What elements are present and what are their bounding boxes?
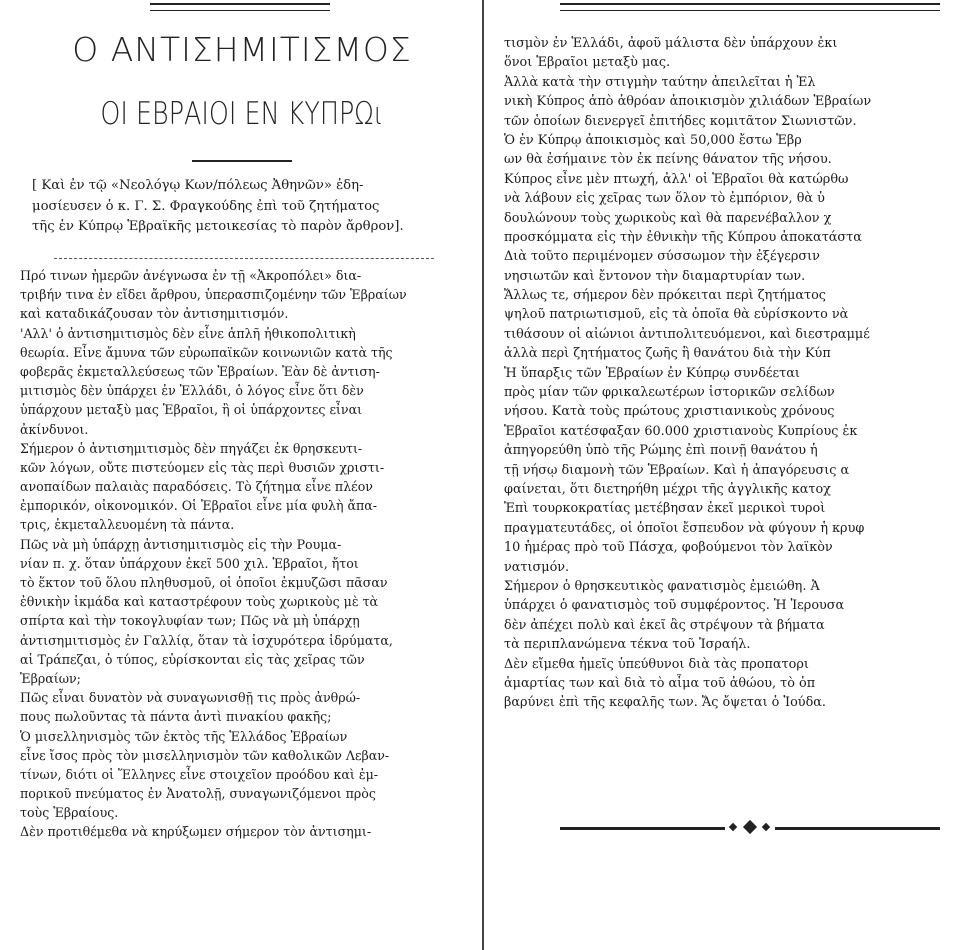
text-line: ἀντισημιτισμὸς ἐν Γαλλίᾳ, ὅταν τὰ ἰσχυρότερα ἱδρύματα,: [20, 632, 393, 648]
text-line: μιτισμὸς δὲν ὑπάρχει ἐν Ἑλλάδι, ὁ λόγος εἶνε ὅτι δὲν: [20, 383, 364, 399]
text-line: τῇ νήσῳ διαμονὴ τῶν Ἑβραίων. Καὶ ἡ ἀπαγόρευσις α: [504, 462, 850, 478]
text-line: Πρό τινων ἡμερῶν ἀνέγνωσα ἐν τῇ «Ἀκροπόλει» δια-: [20, 268, 362, 283]
end-ornament: [560, 822, 940, 834]
text-line: [ Καὶ ἐν τῷ «Νεολόγῳ Κων/πόλεως Ἀθηνῶν» ἐδη-: [32, 178, 364, 193]
text-line: Πῶς νὰ μὴ ὑπάρχῃ ἀντισημιτισμὸς εἰς τὴν Ρουμα-: [20, 536, 342, 552]
text-line: τῶν ὁποίων διενεργεῖ ἐπιτήδες κομιτᾶτον Σιωνιστῶν.: [504, 113, 857, 129]
text-line: ανοπαίδων παλαιὰς παραδόσεις. Τὸ ζήτημα εἶνε πλέον: [20, 479, 373, 495]
text-line: δουλώνουν τοὺς χωρικοὺς καὶ θὰ παρενέβαλλον χ: [504, 210, 832, 226]
text-line: ὑπάρχει ὁ φανατισμὸς τοῦ συμφέροντος. Ἡ Ἱερουσα: [504, 598, 845, 614]
text-line: πους πωλοῦντας τὰ πάντα ἀντὶ πινακίου φακῆς;: [20, 709, 332, 725]
ornament-bar-right: [775, 827, 940, 830]
text-line: Ὁ μισελληνισμὸς τῶν ἐκτὸς τῆς Ἑλλάδος Ἑβραίων: [20, 728, 348, 744]
text-line: τριβήν τινα ἐν εἴδει ἄρθρου, ὑπερασπιζομένην τῶν Ἑβραίων: [20, 287, 407, 303]
text-line: κῶν λόγων, οὔτε πιστεύομεν εἰς τὰς περὶ θυσιῶν χριστι-: [20, 459, 385, 475]
text-line: νησιωτῶν καὶ ἔντονον τὴν διαμαρτυρίαν των.: [504, 268, 806, 284]
text-line: πραγματευτάδες, οἱ ὁποῖοι ἔσπευδον νὰ φύγουν ἡ κρυφ: [504, 520, 865, 536]
text-line: βαρύνει ἐπὶ τῆς κεφαλῆς των. Ἄς ὄψεται ὁ Ἰούδα.: [504, 695, 826, 711]
text-line: θεωρία. Εἶνε ἄμυνα τῶν εὐρωπαϊκῶν κοινωνιῶν κατὰ τῆς: [20, 344, 393, 360]
column-divider: [482, 0, 484, 950]
text-line: τὸ ἕκτον τοῦ ὅλου πληθυσμοῦ, οἱ ὁποῖοι ἐκμυζῶσι πᾶσαν: [20, 575, 388, 590]
text-line: μοσίευσεν ὁ κ. Γ. Σ. Φραγκούδης ἐπὶ τοῦ ζητήματος: [32, 198, 380, 214]
text-line: τὰ περιπλανώμενα τέκνα τοῦ Ἰσραήλ.: [504, 637, 751, 653]
text-line: ψηλοῦ πατριωτισμοῦ, εἰς τὰ ὁποῖα θὰ εὑρίσκοντο νὰ: [504, 307, 849, 323]
text-line: νὰ λάβουν εἰς χεῖρας των ὅλον τὸ ἐμπόριον, θὰ ὑ: [504, 191, 825, 207]
text-line: Δὲν προτιθέμεθα νὰ κηρύξωμεν σήμερον τὸν ἀντισημι-: [20, 824, 372, 840]
text-line: ἁμαρτίας των καὶ διὰ τὸ αἷμα τοῦ ἀθώου, τὸ ὁπ: [504, 675, 816, 691]
text-line: ἀλλὰ περὶ ζητήματος ζωῆς ἢ θανάτου διὰ τὴν Κύπ: [504, 346, 831, 362]
text-line: αἱ Τράπεζαι, ὁ τύπος, εὑρίσκονται εἰς τὰς χεῖρας τῶν: [20, 651, 365, 667]
headline-rule: [192, 160, 292, 162]
top-rule-left: [150, 3, 330, 11]
text-line: νίαν π. χ. ὅταν ὑπάρχουν ἐκεῖ 500 χιλ. Ἑβραῖοι, ἤτοι: [20, 555, 359, 571]
text-line: Διὰ τοῦτο περιμένομεν σύσσωμον τὴν ἐξέγερσιν: [504, 249, 820, 265]
text-line: τισμὸν ἐν Ἑλλάδι, ἀφοῦ μάλιστα δὲν ὑπάρχουν ἐκι: [504, 36, 838, 51]
text-line: εἶνε ἴσος πρὸς τὸν μισελληνισμὸν τῶν καθολικῶν Λεβαν-: [20, 747, 390, 763]
text-line: νατισμόν.: [504, 559, 570, 575]
text-line: πρὸς μίαν τῶν φρικαλεωτέρων ἱστορικῶν σελίδων: [504, 385, 835, 401]
text-line: Ἀλλὰ κατὰ τὴν στιγμὴν ταύτην ἀπειλεῖται ἡ Ἑλ: [504, 74, 816, 90]
headline-title: Ο ΑΝΤΙΣΗΜΙΤΙΣΜΟΣ: [72, 30, 412, 69]
text-line: Ἑβραίων;: [20, 670, 81, 686]
text-line: ἀπηγορεύθη ὑπὸ τῆς Ρώμης ἐπὶ ποινῇ θανάτου ἡ: [504, 443, 818, 459]
text-line: τιθάσουν οἱ αἰώνιοι ἀντιπολιτευόμενοι, καὶ διεστραμμέ: [504, 326, 870, 342]
headline-subtitle: ΟΙ ΕΒΡΑΙΟΙ ΕΝ ΚΥΠΡΩι: [100, 96, 384, 132]
text-line: πορικοῦ πνεύματος ἐν Ἀνατολῇ, συναγωνιζόμενοι πρὸς: [20, 786, 376, 802]
text-line: ὅνοι Ἑβραῖοι μεταξὺ μας.: [504, 55, 671, 71]
text-line: ων θὰ ἐσήμαινε τὸν ἐκ πείνης θάνατον τῆς νήσου.: [504, 152, 832, 168]
text-line: ἀκίνδυνοι.: [20, 421, 89, 437]
top-rule-right: [560, 3, 940, 11]
text-line: Δὲν εἴμεθα ἡμεῖς ὑπεύθυνοι διὰ τὰς προπατορι: [504, 656, 809, 672]
text-line: φαίνεται, ὅτι διετηρήθη μέχρι τῆς ἀγγλικῆς κατοχ: [504, 481, 831, 497]
text-line: σπίρτα καὶ τὴν τοκογλυφίαν των; Πῶς νὰ μὴ ὑπάρχῃ: [20, 613, 360, 629]
ornament-diamond-small: [729, 823, 737, 831]
text-line: 'Αλλ' ὁ ἀντισημιτισμὸς δὲν εἶνε ἁπλῆ ἠθικοπολιτικὴ: [20, 325, 356, 341]
ornament-diamond: [743, 820, 757, 834]
intro-rule: [54, 258, 434, 259]
text-line: Πῶς εἶναι δυνατὸν νὰ συναγωνισθῇ τις πρὸς ἀνθρώ-: [20, 690, 361, 706]
text-line: ἐμπορικόν, οἰκονομικόν. Οἱ Ἑβραῖοι εἶνε μία φυλὴ ἄπα-: [20, 498, 378, 514]
text-line: τῆς ἐν Κύπρῳ Ἑβραϊκῆς μετοικεσίας τὸ παρὸν ἄρθρον].: [32, 219, 404, 234]
text-line: Σήμερον ὁ ἀντισημιτισμὸς δὲν πηγάζει ἐκ θρησκευτι-: [20, 440, 363, 456]
text-line: 10 ἡμέρας πρὸ τοῦ Πάσχα, φοβούμενοι τὸν λαϊκὸν: [504, 540, 833, 556]
text-line: προσκόμματα εἰς τὴν ἐθνικὴν τῆς Κύπρου ἀποκατάστα: [504, 229, 862, 245]
text-line: Ἐπὶ τουρκοκρατίας μετέβησαν ἐκεῖ μερικοὶ τυροὶ: [504, 501, 826, 517]
text-line: τίνων, διότι οἱ Ἕλληνες εἶνε στοιχεῖον προόδου καὶ ἐμ-: [20, 766, 379, 782]
text-line: νικὴ Κύπρος ἀπὸ ἀθρόαν ἀποικισμὸν χιλιάδων Ἑβραίων: [504, 94, 872, 110]
text-line: ὑπάρχουν μεταξὺ μας Ἑβραῖοι, ἢ οἱ ὑπάρχοντες εἶναι: [20, 402, 363, 418]
text-line: Σήμερον ὁ θρησκευτικὸς φανατισμὸς ἐμειώθη. Ἀ: [504, 578, 820, 594]
text-line: Ἄλλως τε, σήμερον δὲν πρόκειται περὶ ζητήματος: [504, 288, 826, 304]
text-line: Ἡ ὕπαρξις τῶν Ἑβραίων ἐν Κύπρῳ συνδέεται: [504, 365, 800, 381]
ornament-bar-left: [560, 827, 725, 830]
text-line: τοὺς Ἑβραίους.: [20, 805, 119, 821]
left-article-body: [20, 266, 407, 842]
intro-note: [32, 176, 404, 238]
text-line: ἐθνικὴν ἰκμάδα καὶ καταστρέφουν τοὺς χωρικοὺς μὲ τὰ: [20, 594, 379, 610]
text-line: Κύπρος εἶνε μὲν πτωχή, ἀλλ' οἱ Ἑβραῖοι θὰ κατώρθω: [504, 171, 849, 187]
text-line: Ἑβραῖοι κατέσφαξαν 60.000 χριστιανοὺς Κυπρίους ἐκ: [504, 423, 858, 439]
text-line: δὲν ἀπέχει πολὺ καὶ ἐκεῖ ἂς στρέψουν τὰ βήματα: [504, 617, 825, 633]
text-line: φοβερᾶς ἐκμεταλλεύσεως τῶν Ἑβραίων. Ἐὰν δὲ ἀντιση-: [20, 363, 380, 379]
text-line: τρις, ἐκμεταλλευομένη τὰ πάντα.: [20, 517, 235, 533]
ornament-diamond-small: [762, 823, 770, 831]
text-line: νήσου. Κατὰ τοὺς πρώτους χριστιανικοὺς χρόνους: [504, 404, 835, 420]
text-line: Ὁ ἐν Κύπρῳ ἀποικισμὸς καὶ 50,000 ἔστω Ἑβρ: [504, 132, 802, 148]
right-article-body: [504, 34, 871, 713]
text-line: καὶ καταδικάζουσαν τὸν ἀντισημιτισμόν.: [20, 306, 289, 322]
